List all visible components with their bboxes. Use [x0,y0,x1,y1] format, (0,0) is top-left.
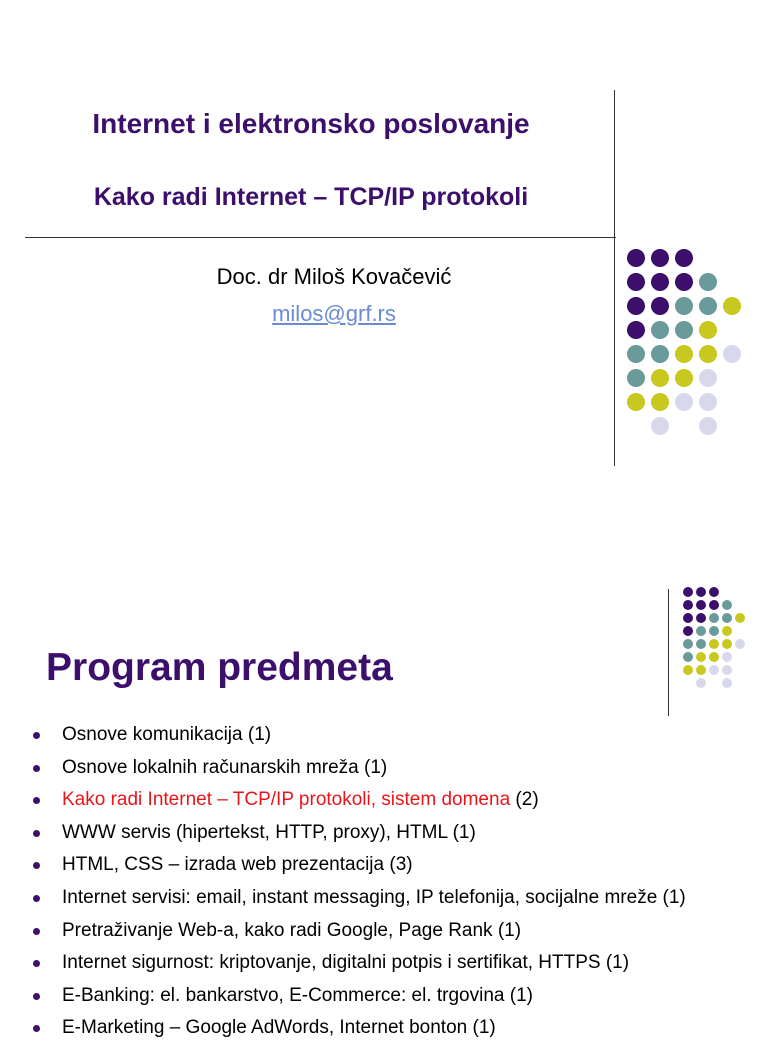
vertical-divider-small [668,589,669,716]
dot [651,297,669,315]
dot [651,345,669,363]
dot [709,613,719,623]
dot [683,652,693,662]
bullet-icon [33,862,40,869]
dot [696,652,706,662]
dot [627,297,645,315]
dot [696,626,706,636]
list-item: HTML, CSS – izrada web prezentacija (3) [0,850,686,883]
highlighted-item-text: Kako radi Internet – TCP/IP protokoli, sistem domena [62,789,511,811]
dot [709,639,719,649]
author-name: Doc. dr Miloš Kovačević [216,264,452,289]
dot [696,587,706,597]
dot [651,273,669,291]
bullet-icon [33,993,40,1000]
list-item: Internet servisi: email, instant messaging, IP telefonija, socijalne mreže (1) [0,883,686,916]
bullet-icon [33,765,40,772]
dot [651,417,669,435]
bullet-icon [33,797,40,804]
program-slide [0,580,768,1039]
dot [696,600,706,610]
dot [699,393,717,411]
dot [699,273,717,291]
bullet-icon [33,928,40,935]
list-item: E-Banking: el. bankarstvo, E-Commerce: el. trgovina (1) [0,981,686,1014]
list-item: Osnove komunikacija (1) [0,720,686,753]
dot [675,273,693,291]
dot [709,587,719,597]
list-item: Pretraživanje Web-a, kako radi Google, Page Rank (1) [0,916,686,949]
list-item: E-Marketing – Google AdWords, Internet bonton (1) [0,1013,686,1046]
title-slide [0,0,768,520]
dot [627,321,645,339]
dot [699,297,717,315]
dot [735,613,745,623]
list-item: Internet sigurnost: kriptovanje, digitalni potpis i sertifikat, HTTPS (1) [0,948,686,981]
dot [735,639,745,649]
program-title: Program predmeta [46,646,393,689]
dot [683,665,693,675]
horizontal-divider [25,237,616,238]
slide-subtitle: Kako radi Internet – TCP/IP protokoli [93,183,529,211]
dot [722,678,732,688]
dot [696,639,706,649]
dot [696,678,706,688]
dot [696,613,706,623]
dot [651,321,669,339]
dot [675,393,693,411]
author-email-link[interactable]: milos@grf.rs [272,301,396,326]
dot [699,345,717,363]
dot [722,613,732,623]
dot [722,652,732,662]
dot [723,345,741,363]
dot [683,600,693,610]
dot [683,587,693,597]
dot [696,665,706,675]
list-item: Osnove lokalnih računarskih mreža (1) [0,753,686,786]
dot [627,273,645,291]
dot [709,652,719,662]
dot [699,417,717,435]
dot [651,249,669,267]
dot [683,626,693,636]
dot [723,297,741,315]
dot [709,600,719,610]
dot [675,297,693,315]
bullet-icon [33,960,40,967]
dot [699,369,717,387]
dot [627,249,645,267]
dot [675,369,693,387]
bullet-icon [33,895,40,902]
dot [722,639,732,649]
dot [651,369,669,387]
dot [709,626,719,636]
dot [675,249,693,267]
bullet-icon [33,732,40,739]
dot [627,369,645,387]
dot [651,393,669,411]
dot [675,345,693,363]
bullet-icon [33,830,40,837]
dot [683,639,693,649]
program-list [0,720,686,1046]
dot [627,393,645,411]
dot [722,600,732,610]
bullet-icon [33,1025,40,1032]
dot [699,321,717,339]
list-item: Kako radi Internet – TCP/IP protokoli, sistem domena (2) [0,785,686,818]
dot [709,665,719,675]
dot [683,613,693,623]
dot [627,345,645,363]
dot [675,321,693,339]
dot [722,626,732,636]
list-item: WWW servis (hipertekst, HTTP, proxy), HTML (1) [0,818,686,851]
slide-title: Internet i elektronsko poslovanje [92,108,530,139]
dot [722,665,732,675]
